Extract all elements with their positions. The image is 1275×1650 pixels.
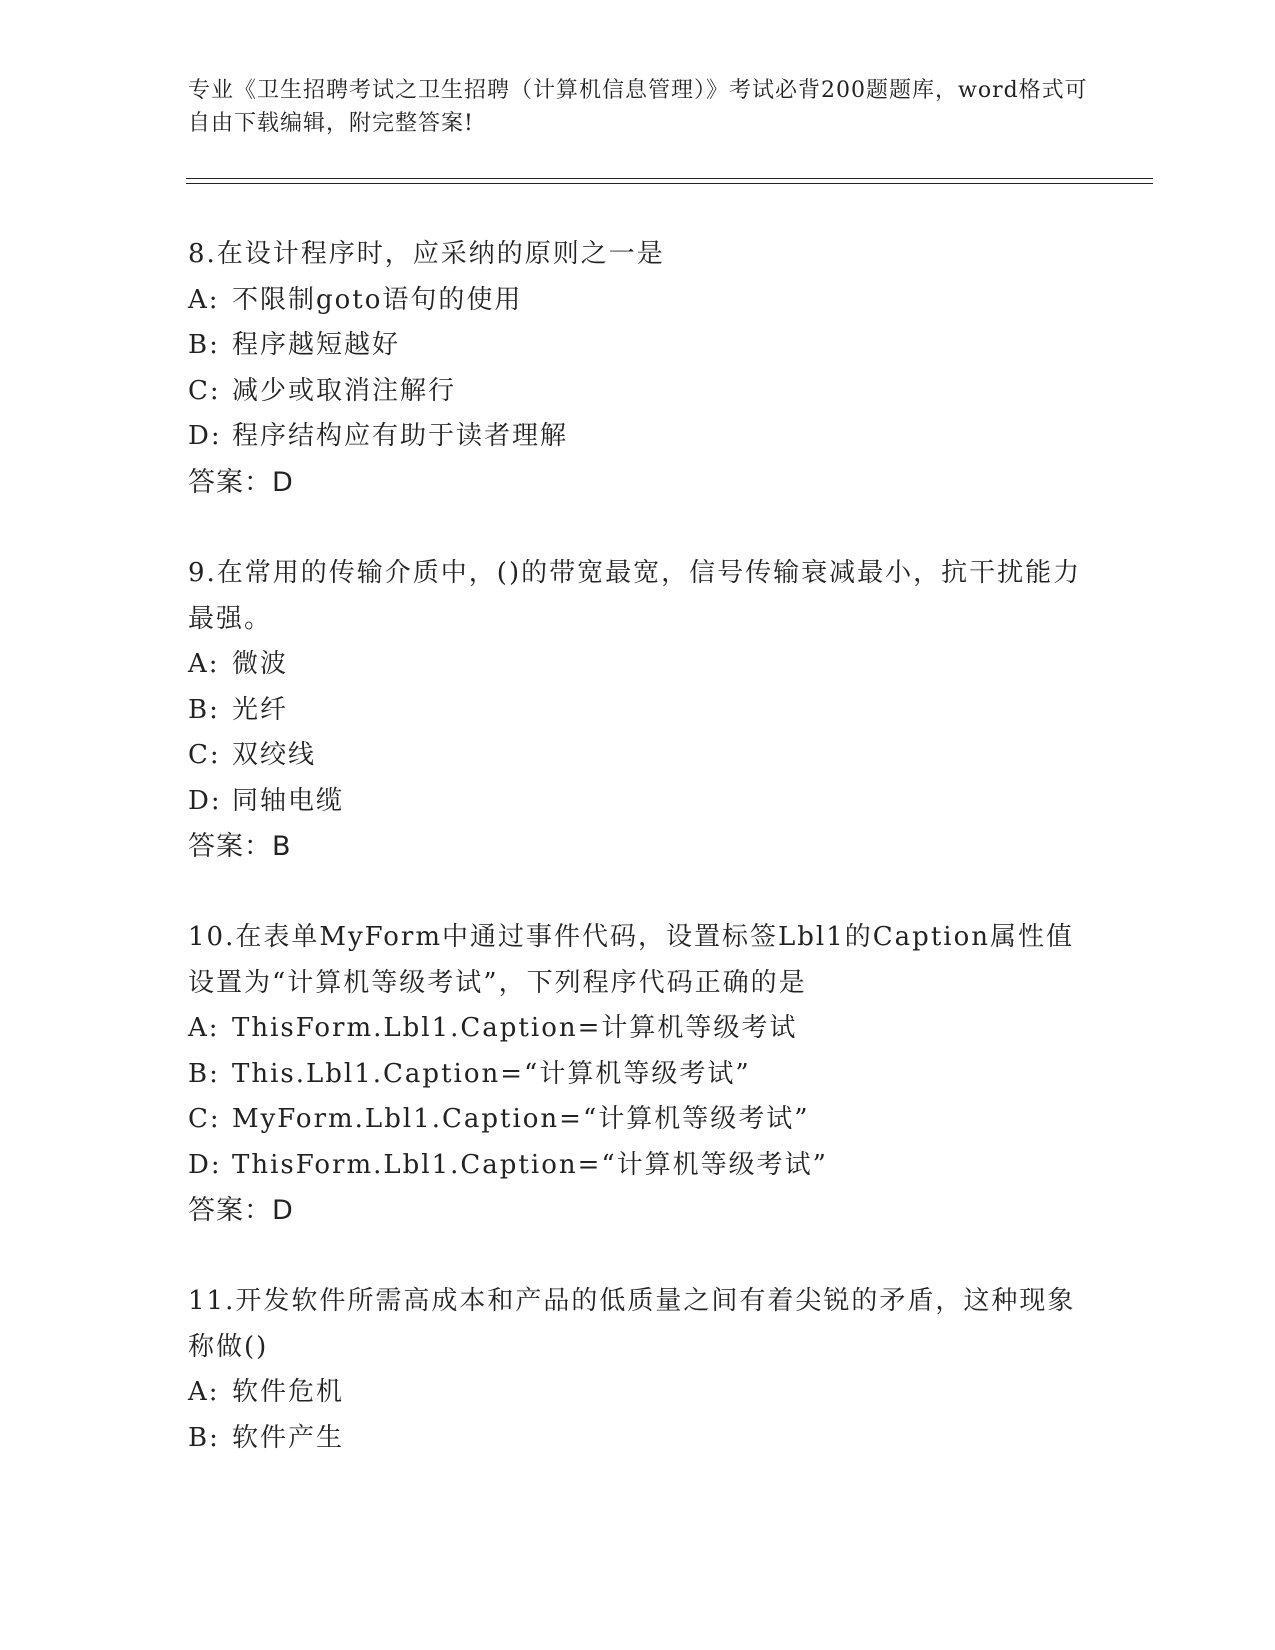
question-stem: 8.在设计程序时，应采纳的原则之一是 (188, 239, 665, 269)
option-text: MyForm.Lbl1.Caption=“计算机等级考试” (232, 1104, 810, 1134)
option-text: 程序结构应有助于读者理解 (232, 421, 569, 451)
option-letter: A: (188, 284, 220, 315)
option-c (188, 1097, 1088, 1143)
option-text: This.Lbl1.Caption=“计算机等级考试” (232, 1058, 751, 1089)
option-b (188, 1052, 1088, 1098)
option-letter: A: (188, 1377, 220, 1407)
question-9 (188, 551, 1088, 870)
option-text: 软件危机 (232, 1377, 345, 1407)
option-text: 同轴电缆 (232, 785, 345, 816)
answer-line: 答案：B (188, 831, 292, 862)
header-divider-bottom (186, 183, 1153, 184)
option-text: ThisForm.Lbl1.Caption=“计算机等级考试” (232, 1149, 828, 1180)
option-text: ThisForm.Lbl1.Caption=计算机等级考试 (232, 1013, 798, 1043)
option-letter: B: (188, 1422, 220, 1453)
option-text: 程序越短越好 (232, 330, 401, 360)
question-stem: 11.开发软件所需高成本和产品的低质量之间有着尖锐的矛盾，这种现象称做() (188, 1286, 1076, 1362)
option-letter: D: (188, 421, 222, 451)
option-d (188, 779, 1088, 825)
option-a (188, 1006, 1088, 1052)
option-letter: C: (188, 375, 221, 406)
question-10 (188, 915, 1088, 1234)
option-letter: B: (188, 330, 220, 360)
option-text: 微波 (232, 649, 289, 679)
option-a (188, 642, 1088, 688)
option-b (188, 1416, 1088, 1462)
option-c (188, 369, 1088, 415)
option-b (188, 688, 1088, 734)
option-a (188, 278, 1088, 324)
option-letter: C: (188, 740, 221, 770)
option-b (188, 323, 1088, 369)
option-a (188, 1370, 1088, 1416)
option-d (188, 414, 1088, 460)
header-divider-top (186, 178, 1153, 179)
option-d (188, 1143, 1088, 1189)
question-8 (188, 232, 1088, 505)
document-header: 专业《卫生招聘考试之卫生招聘（计算机信息管理）》考试必背200题题库，word格式可自由下载编辑，附完整答案! (188, 78, 1088, 136)
option-letter: A: (188, 1013, 220, 1043)
option-letter: D: (188, 1149, 222, 1180)
option-text: 软件产生 (232, 1422, 345, 1453)
answer-line: 答案：D (188, 1195, 294, 1226)
option-text: 光纤 (232, 694, 289, 725)
option-c (188, 733, 1088, 779)
option-letter: B: (188, 1058, 220, 1089)
question-11 (188, 1279, 1088, 1461)
option-letter: A: (188, 649, 220, 679)
option-letter: D: (188, 785, 222, 816)
question-stem: 10.在表单MyForm中通过事件代码，设置标签Lbl1的Caption属性值设置为“计算机等级考试”，下列程序代码正确的是 (188, 922, 1074, 998)
option-letter: B: (188, 694, 220, 725)
option-text: 不限制goto语句的使用 (232, 284, 523, 315)
option-text: 减少或取消注解行 (232, 375, 457, 406)
option-letter: C: (188, 1104, 221, 1134)
answer-line: 答案：D (188, 466, 294, 498)
question-stem: 9.在常用的传输介质中，()的带宽最宽，信号传输衰减最小，抗干扰能力最强。 (188, 558, 1082, 634)
option-text: 双绞线 (232, 740, 317, 770)
